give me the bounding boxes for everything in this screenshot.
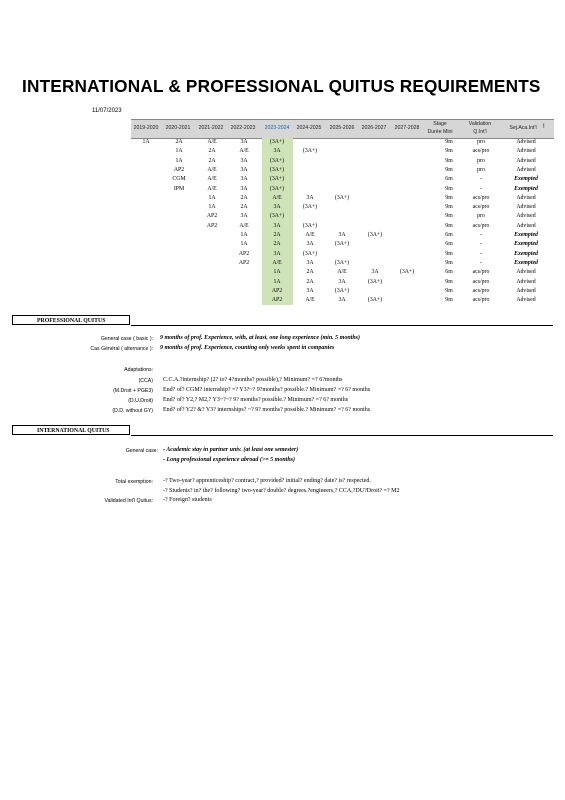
table-cell: (3A+) [334,287,350,294]
table-cell: A/E [207,185,217,192]
table-cell: pro [477,213,485,220]
column-header: Stage Durée Mini [427,121,453,135]
table-cell: - [480,176,482,183]
table-cell: acs/pro [472,269,490,276]
table-cell: 2A [306,278,314,285]
table-cell: 2A [273,232,281,238]
column-header: 2027-2028 [394,125,420,131]
section-rule [131,325,553,326]
table-cell: 9m [445,204,453,211]
column-header: 2019-2020 [133,125,159,131]
table-cell: 9m [445,250,453,257]
table-cell: 3A [240,176,248,183]
text-adaptation: C.C.A.?internship? (2? to? 4?months? possible),? Minimum? =? 6?months [163,377,343,383]
table-cell: A/E [239,148,249,155]
table-cell: (3A+) [334,259,350,266]
label-validated: Validated Int'l Quitus: [104,498,153,504]
table-cell: 9m [445,287,453,294]
table-cell: A/E [207,139,217,145]
table-cell: 2A [208,148,216,155]
table-cell: Exempted [514,259,538,266]
table-cell: AP2 [238,259,250,266]
table-cell: Advised [516,287,536,294]
table-cell: 3A [240,213,248,220]
table-cell: 9m [445,194,453,201]
table-cell: 6m [445,241,453,248]
table-cell: acs/pro [472,278,490,285]
table-cell: A/E [305,232,315,238]
text-exemption-line: -? Students? in? the? following? two-year? double? degrees.?engineers,? CCA,?DU?Droit? =? M2 [163,488,400,494]
table-cell: (3A+) [367,278,383,285]
label-alternance: Cas Général ( alternance ): [90,346,153,352]
table-cell: 9m [445,259,453,266]
table-cell: (3A+) [269,157,285,164]
table-cell: A/E [207,176,217,183]
label-adaptation: (D.D. without GY) [112,408,153,414]
table-cell: (3A+) [334,241,350,248]
table-cell: 3A [273,148,281,155]
table-cell: Advised [516,269,536,276]
label-total-exemption: Total exemption: [115,479,153,485]
column-header: 2024-2025 [296,125,322,131]
table-cell: acs/pro [472,204,490,211]
table-cell: A/E [272,194,282,201]
label-adaptation: (M.Droit + PGE3) [113,388,153,394]
table-cell: acs/pro [472,148,490,155]
table-cell: Exempted [514,241,538,248]
table-cell: Exempted [514,176,538,183]
table-cell: - [480,232,482,238]
table-cell: 1A [175,157,183,164]
table-cell: IPM [173,185,185,192]
table-cell: AP2 [206,222,218,229]
table-cell: Advised [516,222,536,229]
table-cell: Exempted [514,185,538,192]
table-cell: 2A [175,139,183,145]
column-header: 2025-2026 [329,125,355,131]
table-cell: 9m [445,297,453,304]
table-cell: 6m [445,176,453,183]
table-cell: Exempted [514,250,538,257]
text-general-line: - Academic stay in partner univ. (at least one semester) [163,447,299,453]
text-general-case: 9 months of prof. Experience, with, at least, one long experience (min. 5 months) [160,335,361,341]
table-cell: 3A [240,185,248,192]
table-cell: acs/pro [472,287,490,294]
table-cell: Advised [516,139,536,145]
table-cell: 2A [273,241,281,248]
table-cell: 3A [306,259,314,266]
label-general-case: General case ( basic ): [100,336,153,342]
table-cell: 6m [445,232,453,238]
section-rule [131,435,553,436]
table-cell: 1A [142,139,150,145]
table-cell: Exempted [514,232,538,238]
table-cell: - [480,241,482,248]
table-cell: Advised [516,194,536,201]
table-cell: 9m [445,213,453,220]
table-cell: 2A [240,204,248,211]
table-cell: - [480,250,482,257]
table-cell: AP2 [173,166,185,173]
table-header-bar [131,119,554,139]
table-cell: 3A [273,204,281,211]
text-alternance: 9 months of prof. Experience, counting only weeks spent in companies [160,345,335,351]
text-adaptation: End? of? Y2,? M2,? Y3~?~? 9? months? possible.? Minimum? =? 6? months [163,397,349,403]
section-heading-professional: PROFESSIONAL QUITUS [12,315,130,325]
page-title: INTERNATIONAL & PROFESSIONAL QUITUS REQUIREMENTS [22,76,541,96]
table-cell: (3A+) [367,297,383,304]
table-cell: A/E [272,259,282,266]
table-cell: 1A [175,148,183,155]
table-cell: 2A [208,157,216,164]
table-cell: 1A [240,232,248,238]
table-cell: 1A [208,204,216,211]
table-cell: 1A [240,241,248,248]
table-cell: 6m [445,269,453,276]
document-date: 11/07/2023 [92,108,122,114]
table-cell: 2A [240,194,248,201]
table-cell: 3A [273,222,281,229]
table-cell: Advised [516,297,536,304]
table-cell: (3A+) [302,148,318,155]
table-cell: 3A [306,287,314,294]
table-cell: 9m [445,157,453,164]
table-cell: 3A [306,241,314,248]
column-header: Validation Q.Int'l [468,121,492,135]
table-cell: A/E [337,269,347,276]
table-cell: A/E [305,297,315,304]
table-cell: 2A [306,269,314,276]
table-cell: CGM [172,176,186,183]
table-cell: Advised [516,157,536,164]
section-heading-international: INTERNATIONAL QUITUS [12,425,130,435]
table-cell: 3A [338,278,346,285]
table-cell: acs/pro [472,194,490,201]
table-cell: 3A [338,232,346,238]
table-cell: AP2 [238,250,250,257]
column-header: 2026-2027 [361,125,387,131]
label-general-case: General case: [125,448,158,454]
table-cell: 9m [445,185,453,192]
table-cell: pro [477,139,485,145]
column-header: 2021-2022 [198,125,224,131]
text-adaptation: End? of? Y2? &? Y3? internships? ~? 9? months? possible.? Minimum? =? 6? months [163,407,371,413]
table-cell: A/E [207,166,217,173]
table-cell: acs/pro [472,297,490,304]
table-cell: Advised [516,278,536,285]
column-header: Sej.Aca.Int'l [509,125,537,131]
column-header: 2022-2023 [230,125,256,131]
text-general-line: - Long professional experience abroad (>= 5 months) [163,457,296,463]
table-cell: AP2 [206,213,218,220]
table-cell: (3A+) [399,269,415,276]
table-cell: (3A+) [269,166,285,173]
table-cell: acs/pro [472,222,490,229]
table-cell: - [480,185,482,192]
table-cell: (3A+) [367,232,383,238]
table-cell: 3A [371,269,379,276]
text-adaptation: End? of? CGM? internship? =? Y3?~? 9?months? possible.? Minimum? =? 6? months [163,387,371,393]
text-validated-line: -? Foreign? students [163,497,212,503]
table-cell: 9m [445,148,453,155]
table-cell: (3A+) [269,213,285,220]
table-cell: pro [477,166,485,173]
table-cell: 1A [273,269,281,276]
column-header: 2020-2021 [165,125,191,131]
table-cell: AP2 [271,297,283,304]
warning-mark: ! [543,124,545,130]
table-cell: 3A [240,157,248,164]
table-cell: 3A [240,166,248,173]
label-adaptation: (CCA) [138,378,153,384]
table-cell: 3A [240,139,248,145]
label-adaptation: (D.U.Droit) [128,398,153,404]
table-cell: Advised [516,204,536,211]
column-header-highlighted: 2023-2024 [264,125,290,131]
table-cell: 3A [306,194,314,201]
table-cell: 1A [273,278,281,285]
table-cell: pro [477,157,485,164]
table-cell: Advised [516,148,536,155]
label-adaptations: Adaptations: [124,367,153,373]
table-cell: (3A+) [302,204,318,211]
text-exemption-line: -? Two-year? apprenticeship? contract,? provided? initial? ending? date? is? respected. [163,478,371,484]
table-cell: (3A+) [269,185,285,192]
table-cell: (3A+) [334,194,350,201]
table-cell: 3A [273,250,281,257]
table-cell: 9m [445,139,453,145]
table-cell: 9m [445,222,453,229]
table-cell: (3A+) [269,139,285,145]
table-cell: (3A+) [302,222,318,229]
table-cell: (3A+) [269,176,285,183]
table-cell: A/E [239,222,249,229]
table-cell: Advised [516,213,536,220]
table-cell: 3A [338,297,346,304]
table-cell: 9m [445,278,453,285]
table-cell: AP2 [271,287,283,294]
table-cell: 1A [208,194,216,201]
table-cell: (3A+) [302,250,318,257]
table-cell: Advised [516,166,536,173]
table-cell: - [480,259,482,266]
table-cell: 9m [445,166,453,173]
